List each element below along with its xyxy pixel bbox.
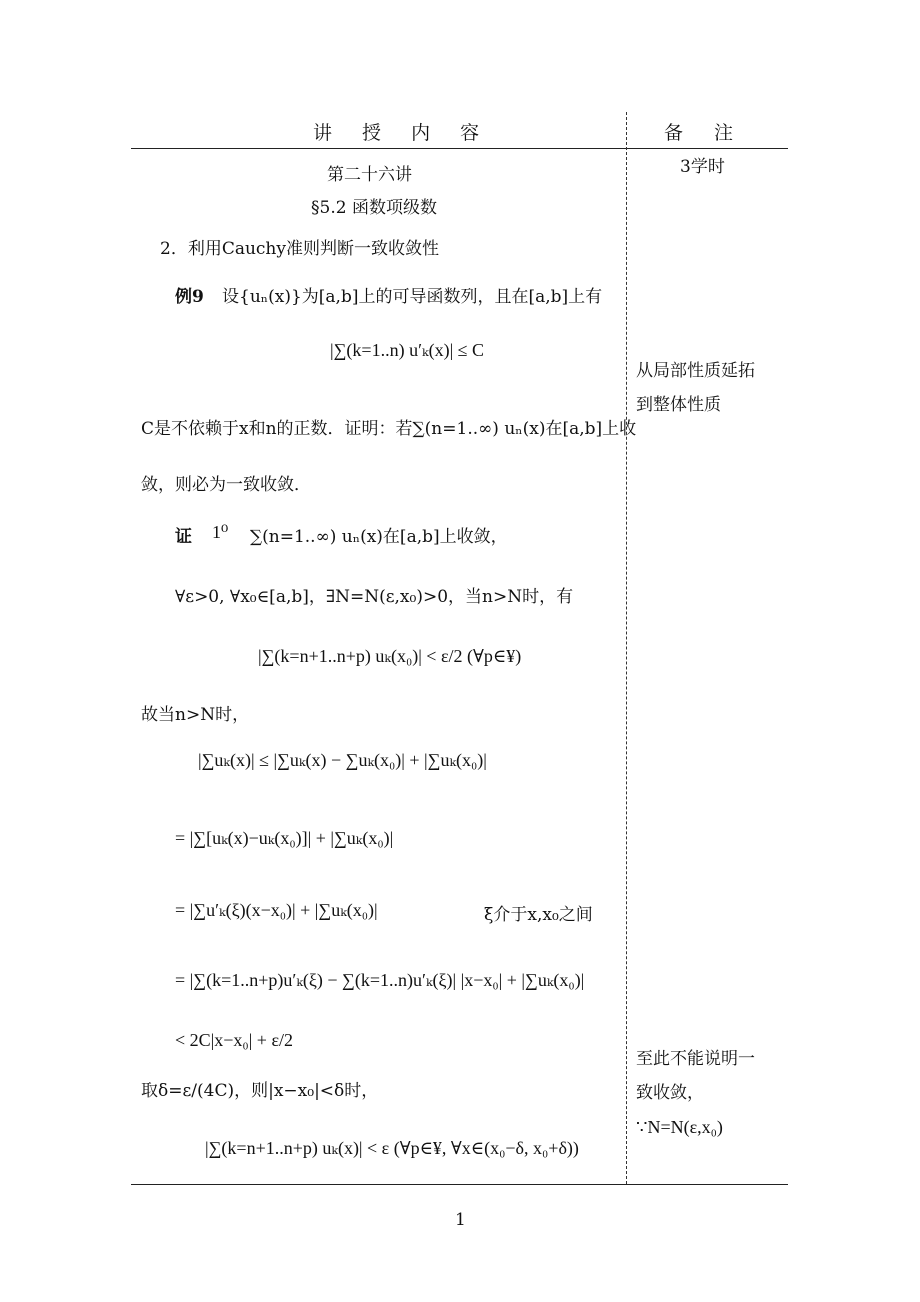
side-note-2-line-1: 至此不能说明一 [636,1049,755,1069]
side-note-1 [636,354,755,422]
proof-line-6: = |∑[uₖ(x)−uₖ(x₀)]| + |∑uₖ(x₀)| [175,828,394,848]
proof-line-7: = |∑u′ₖ(ξ)(x−x₀)| + |∑uₖ(x₀)| [175,900,378,920]
top-rule [131,148,788,149]
lecture-number: 第二十六讲 [327,165,412,185]
page-number: 1 [455,1210,466,1230]
proof-line-4: 故当n>N时， [141,705,250,725]
bottom-rule [131,1184,788,1185]
proof-line-9: < 2C|x−x₀| + ε/2 [175,1030,294,1050]
section-title: §5.2 函数项级数 [311,198,437,218]
example-statement: 设{uₙ(x)}为[a,b]上的可导函数列，且在[a,b]上有 [222,287,603,307]
side-note-2 [636,1042,755,1144]
column-divider [626,112,627,1184]
claim-line-2: 敛，则必为一致收敛． [141,475,311,495]
proof-line-3: |∑(k=n+1..n+p) uₖ(x₀)| < ε/2 (∀p∈¥) [258,646,522,666]
proof-line-2: ∀ε>0, ∀x₀∈[a,b]，∃N=N(ε,x₀)>0，当n>N时，有 [175,587,574,607]
proof-line-11: |∑(k=n+1..n+p) uₖ(x)| < ε (∀p∈¥, ∀x∈(x₀−δ, x₀+δ)) [205,1138,579,1158]
claim-line-1: C是不依赖于x和n的正数．证明：若∑(n=1..∞) uₙ(x)在[a,b]上收 [141,419,637,439]
side-note-1-line-2: 到整体性质 [636,395,721,415]
proof-label: 证 [175,527,192,547]
lecture-hours: 3学时 [680,157,725,177]
subsection-title: 2．利用Cauchy准则判断一致收敛性 [160,239,439,259]
proof-step: 1⁰ [212,522,229,542]
proof-line-8: = |∑(k=1..n+p)u′ₖ(ξ) − ∑(k=1..n)u′ₖ(ξ)| |x−x₀| + |∑uₖ(x₀)| [175,970,585,990]
example-condition: |∑(k=1..n) u′ₖ(x)| ≤ C [330,340,485,360]
side-note-1-line-1: 从局部性质延拓 [636,361,755,381]
header-content: 讲 授 内 容 [313,122,492,144]
proof-line-7-note: ξ介于x,x₀之间 [484,905,593,925]
proof-line-1: ∑(n=1..∞) uₙ(x)在[a,b]上收敛， [250,527,508,547]
header-notes: 备 注 [664,122,740,144]
example-label: 例9 [175,287,204,307]
side-note-2-line-2: 致收敛， [636,1083,704,1103]
proof-line-5: |∑uₖ(x)| ≤ |∑uₖ(x) − ∑uₖ(x₀)| + |∑uₖ(x₀)| [198,750,487,770]
proof-line-10: 取δ=ε/(4C)，则|x−x₀|<δ时， [141,1081,379,1101]
side-note-2-line-3: ∵N=N(ε,x₀) [636,1117,723,1137]
